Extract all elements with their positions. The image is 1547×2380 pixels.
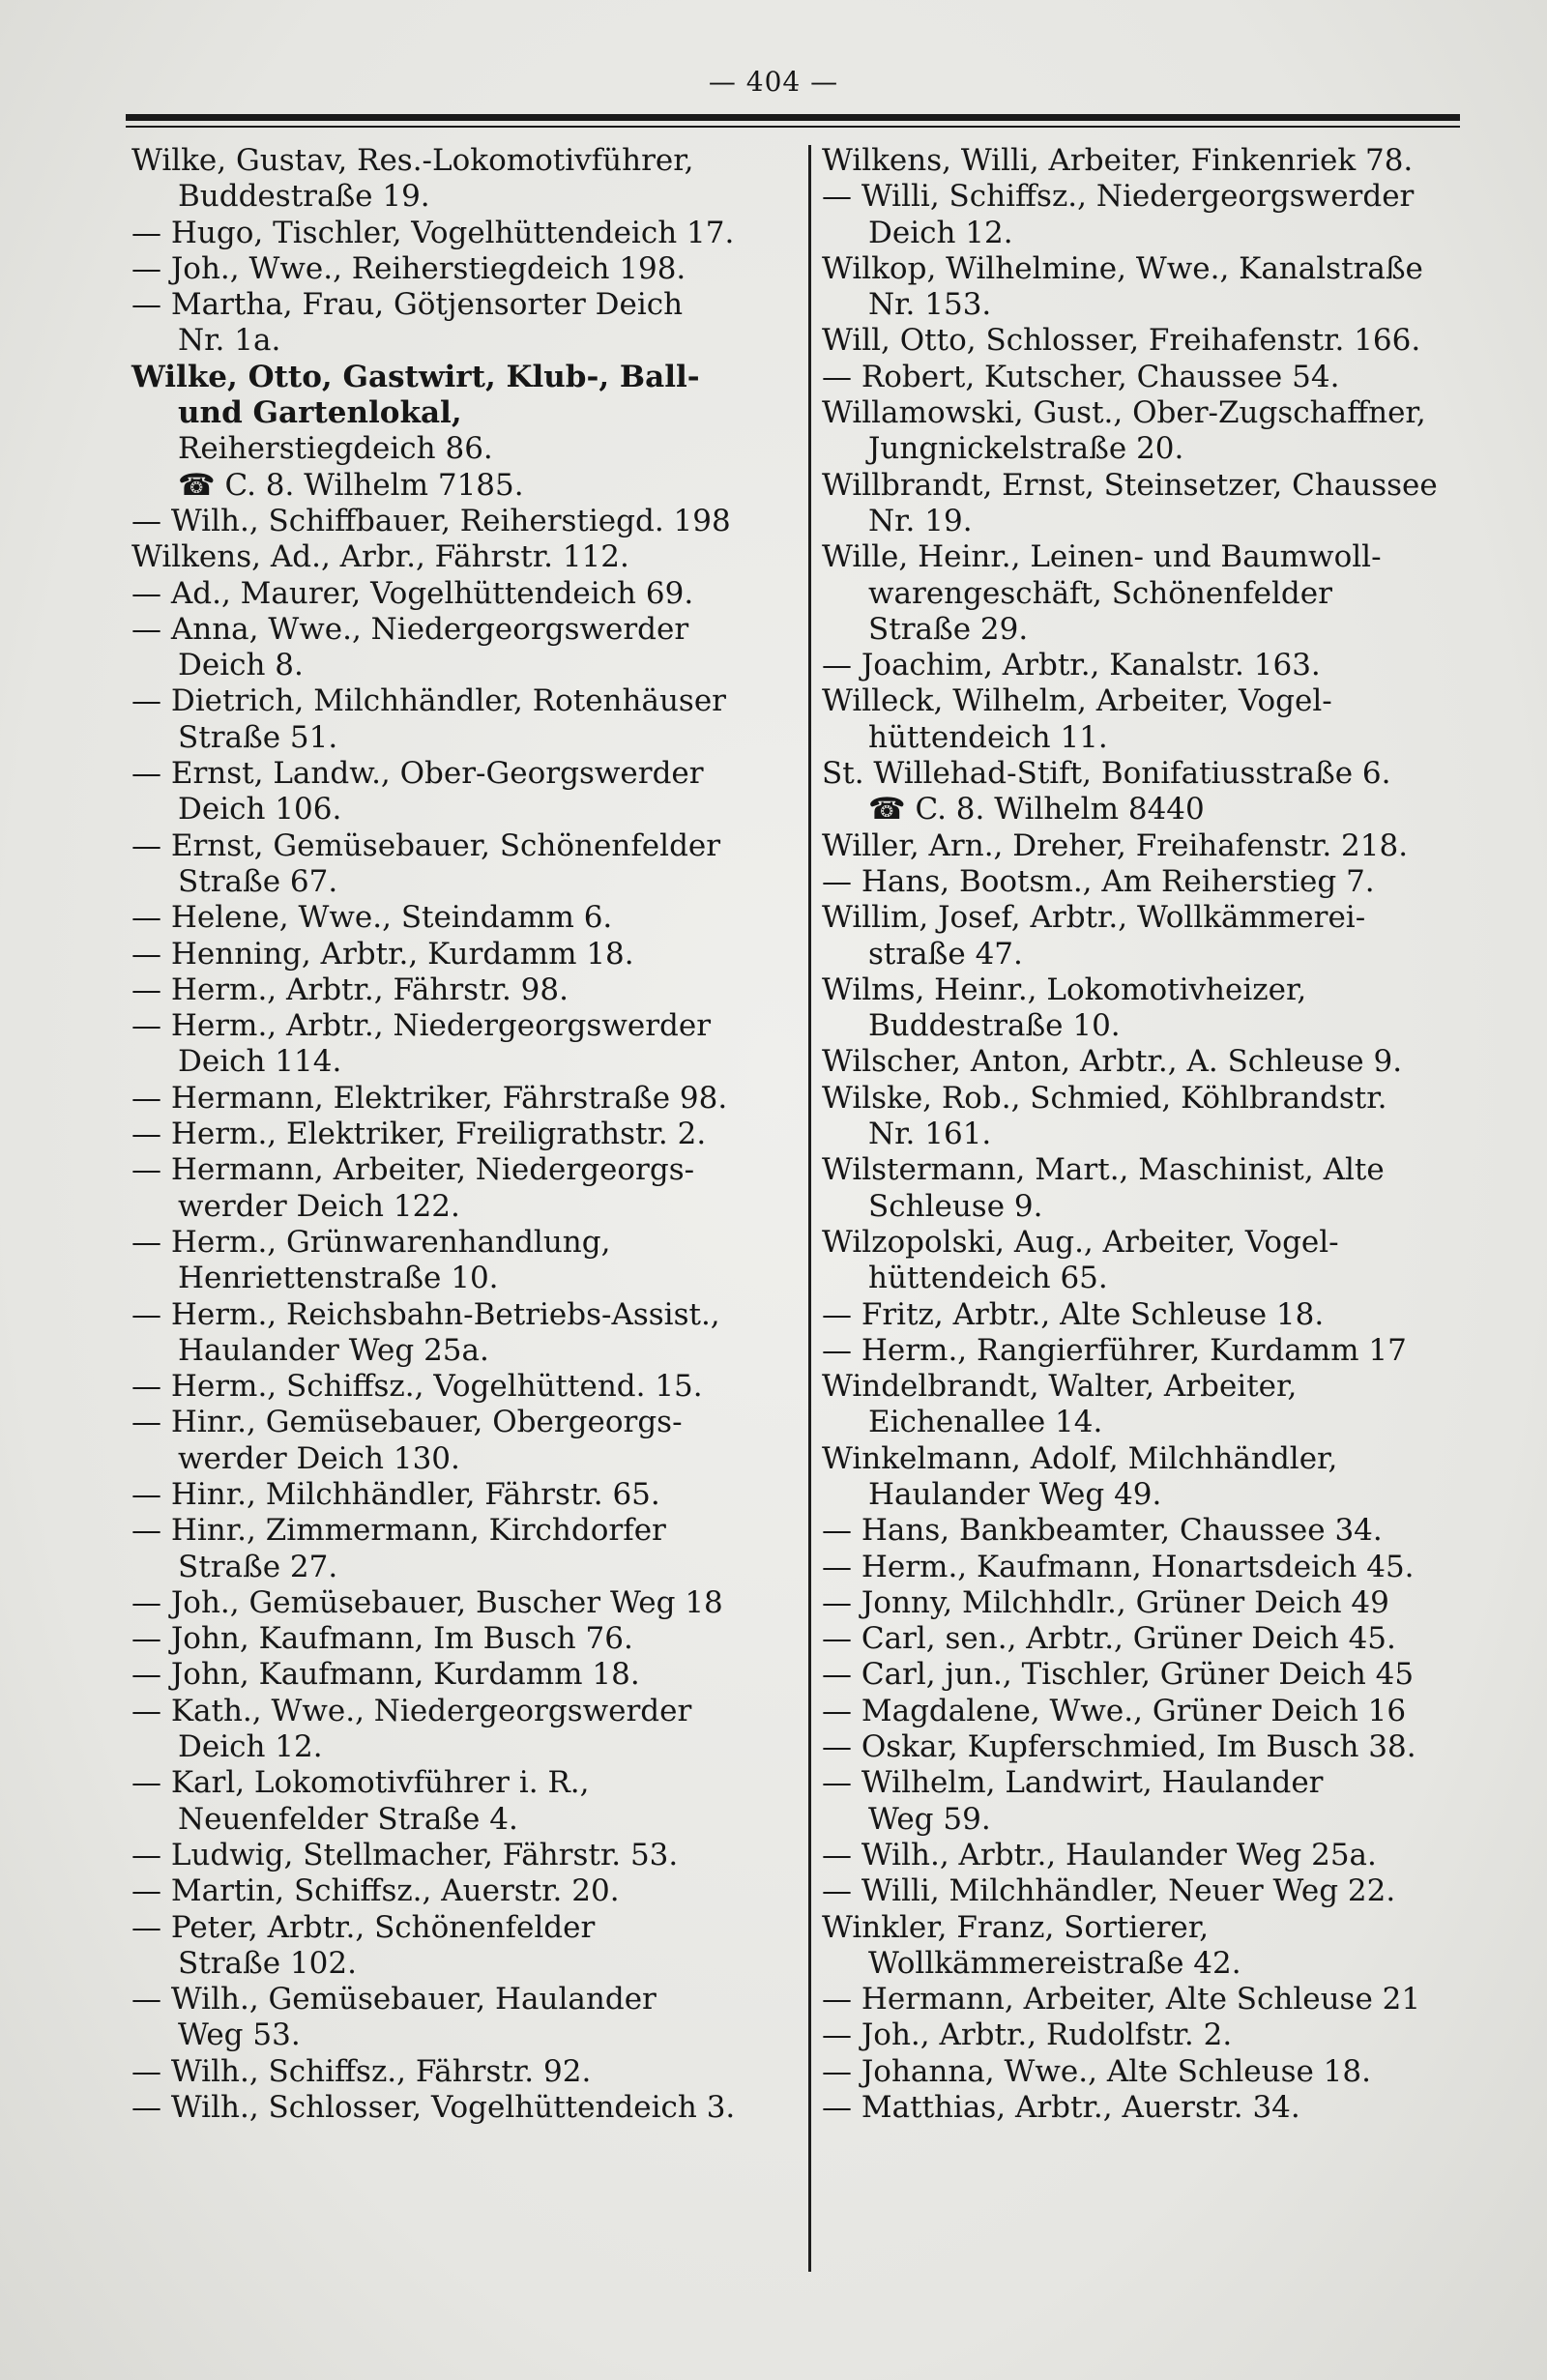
directory-entry-line: Schleuse 9. — [868, 1188, 1043, 1224]
header-rule-thin — [126, 126, 1460, 128]
directory-entry-line: — Fritz, Arbtr., Alte Schleuse 18. — [822, 1296, 1325, 1332]
directory-entry-line: — Helene, Wwe., Steindamm 6. — [131, 900, 613, 936]
directory-entry-line: — John, Kaufmann, Im Busch 76. — [131, 1621, 633, 1657]
directory-entry-line: Deich 8. — [178, 648, 304, 683]
directory-entry-line: — Joh., Arbtr., Rudolfstr. 2. — [822, 2017, 1233, 2053]
directory-entry-line: Wille, Heinr., Leinen- und Baumwoll- — [822, 539, 1382, 575]
directory-entry-line: — Ludwig, Stellmacher, Fährstr. 53. — [131, 1837, 679, 1872]
directory-entry-line: — John, Kaufmann, Kurdamm 18. — [131, 1657, 640, 1693]
directory-entry-line: Straße 29. — [868, 611, 1029, 647]
directory-entry-line: Straße 67. — [178, 863, 338, 899]
directory-entry-line: Windelbrandt, Walter, Arbeiter, — [822, 1369, 1298, 1405]
directory-entry-line: St. Willehad-Stift, Bonifatiusstraße 6. — [822, 756, 1391, 792]
left-column — [131, 143, 799, 2126]
directory-entry-line: Haulander Weg 49. — [868, 1476, 1162, 1512]
directory-entry-line: — Ernst, Gemüsebauer, Schönenfelder — [131, 827, 721, 863]
directory-entry-line: — Oskar, Kupferschmied, Im Busch 38. — [822, 1729, 1416, 1765]
directory-entry-line: hüttendeich 11. — [868, 719, 1108, 755]
directory-entry-line: — Henning, Arbtr., Kurdamm 18. — [131, 936, 634, 972]
directory-entry-line: Jungnickelstraße 20. — [868, 431, 1184, 467]
directory-entry-line: — Anna, Wwe., Niedergeorgswerder — [131, 611, 689, 647]
directory-entry-line: Nr. 1a. — [178, 323, 281, 359]
directory-entry-line: Wilke, Otto, Gastwirt, Klub-, Ball- — [131, 359, 700, 394]
directory-entry-line: Willim, Josef, Arbtr., Wollkämmerei- — [822, 900, 1366, 936]
directory-entry-line: — Herm., Elektriker, Freiligrathstr. 2. — [131, 1117, 707, 1152]
directory-entry-line: Buddestraße 19. — [178, 179, 430, 215]
directory-entry-line: Deich 106. — [178, 792, 342, 827]
directory-entry-line: — Jonny, Milchhdlr., Grüner Deich 49 — [822, 1584, 1389, 1620]
directory-entry-line: Deich 12. — [868, 215, 1013, 250]
directory-entry-line: werder Deich 130. — [178, 1440, 460, 1476]
directory-entry-line: — Wilh., Arbtr., Haulander Weg 25a. — [822, 1837, 1377, 1872]
directory-entry-line: — Hans, Bankbeamter, Chaussee 34. — [822, 1513, 1383, 1549]
directory-entry-line: Wilke, Gustav, Res.-Lokomotivführer, — [131, 143, 694, 178]
directory-entry-line: — Martha, Frau, Götjensorter Deich — [131, 287, 684, 323]
directory-entry-line: — Martin, Schiffsz., Auerstr. 20. — [131, 1873, 620, 1909]
directory-entry-line: warengeschäft, Schönenfelder — [868, 575, 1332, 611]
directory-entry-line: — Herm., Kaufmann, Honartsdeich 45. — [822, 1549, 1415, 1584]
column-divider — [808, 145, 811, 2272]
directory-entry-line: — Robert, Kutscher, Chaussee 54. — [822, 359, 1340, 394]
directory-entry-line: Will, Otto, Schlosser, Freihafenstr. 166. — [822, 323, 1421, 359]
directory-entry-line: Winkelmann, Adolf, Milchhändler, — [822, 1440, 1338, 1476]
directory-entry-line: — Hinr., Gemüsebauer, Obergeorgs- — [131, 1405, 683, 1440]
directory-entry-line: Henriettenstraße 10. — [178, 1261, 499, 1296]
directory-entry-line: — Herm., Arbtr., Fährstr. 98. — [131, 972, 569, 1007]
directory-entry-line: Deich 114. — [178, 1044, 342, 1080]
directory-entry-line: Reiherstiegdeich 86. — [178, 431, 493, 467]
directory-entry-line: — Matthias, Arbtr., Auerstr. 34. — [822, 2090, 1300, 2126]
directory-entry-line: Weg 59. — [868, 1801, 991, 1837]
directory-entry-line: — Hinr., Zimmermann, Kirchdorfer — [131, 1513, 666, 1549]
directory-entry-line: — Hermann, Elektriker, Fährstraße 98. — [131, 1080, 728, 1116]
directory-entry-line: — Joh., Wwe., Reiherstiegdeich 198. — [131, 250, 686, 286]
directory-entry-line: — Wilhelm, Landwirt, Haulander — [822, 1765, 1324, 1801]
directory-entry-line: — Magdalene, Wwe., Grüner Deich 16 — [822, 1693, 1407, 1728]
directory-entry-line: und Gartenlokal, — [178, 395, 462, 431]
directory-entry-line: — Wilh., Schlosser, Vogelhüttendeich 3. — [131, 2090, 736, 2126]
directory-entry-line: Haulander Weg 25a. — [178, 1332, 489, 1368]
directory-entry-line: Nr. 153. — [868, 287, 992, 323]
directory-entry-line: ☎ C. 8. Wilhelm 7185. — [178, 467, 524, 503]
directory-entry-line: Winkler, Franz, Sortierer, — [822, 1909, 1210, 1945]
directory-entry-line: — Hugo, Tischler, Vogelhüttendeich 17. — [131, 215, 735, 250]
directory-entry-line: Willer, Arn., Dreher, Freihafenstr. 218. — [822, 827, 1409, 863]
directory-entry-line: — Joh., Gemüsebauer, Buscher Weg 18 — [131, 1584, 723, 1620]
directory-entry-line: — Herm., Grünwarenhandlung, — [131, 1224, 611, 1260]
directory-entry-line: — Kath., Wwe., Niedergeorgswerder — [131, 1693, 692, 1728]
directory-entry-line: Neuenfelder Straße 4. — [178, 1801, 518, 1837]
directory-entry-line: — Wilh., Schiffsz., Fährstr. 92. — [131, 2053, 592, 2089]
directory-entry-line: — Herm., Reichsbahn-Betriebs-Assist., — [131, 1296, 720, 1332]
header-rule-thick — [126, 114, 1460, 121]
directory-entry-line: Wilkens, Willi, Arbeiter, Finkenriek 78. — [822, 143, 1414, 178]
page-number: — 404 — — [708, 66, 839, 98]
directory-entry-line: — Hermann, Arbeiter, Alte Schleuse 21 — [822, 1982, 1421, 2017]
directory-entry-line: — Ad., Maurer, Vogelhüttendeich 69. — [131, 575, 694, 611]
directory-entry-line: Buddestraße 10. — [868, 1008, 1121, 1044]
directory-entry-line: werder Deich 122. — [178, 1188, 460, 1224]
directory-entry-line: hüttendeich 65. — [868, 1261, 1108, 1296]
directory-entry-line: — Herm., Schiffsz., Vogelhüttend. 15. — [131, 1369, 703, 1405]
directory-entry-line: Willamowski, Gust., Ober-Zugschaffner, — [822, 395, 1426, 431]
directory-entry-line: Wilscher, Anton, Arbtr., A. Schleuse 9. — [822, 1044, 1403, 1080]
directory-entry-line: Willbrandt, Ernst, Steinsetzer, Chaussee — [822, 467, 1438, 503]
directory-entry-line: — Dietrich, Milchhändler, Rotenhäuser — [131, 683, 726, 719]
directory-entry-line: Wilms, Heinr., Lokomotivheizer, — [822, 972, 1307, 1007]
directory-entry-line: — Carl, sen., Arbtr., Grüner Deich 45. — [822, 1621, 1396, 1657]
directory-entry-line: — Willi, Milchhändler, Neuer Weg 22. — [822, 1873, 1396, 1909]
directory-entry-line: — Hans, Bootsm., Am Reiherstieg 7. — [822, 863, 1375, 899]
directory-entry-line: Wilkop, Wilhelmine, Wwe., Kanalstraße — [822, 250, 1423, 286]
directory-entry-line: straße 47. — [868, 936, 1023, 972]
directory-entry-line: Straße 27. — [178, 1549, 338, 1584]
directory-entry-line: — Hinr., Milchhändler, Fährstr. 65. — [131, 1476, 660, 1512]
directory-entry-line: — Wilh., Gemüsebauer, Haulander — [131, 1982, 657, 2017]
directory-entry-line: — Peter, Arbtr., Schönenfelder — [131, 1909, 596, 1945]
directory-entry-line: — Karl, Lokomotivführer i. R., — [131, 1765, 590, 1801]
directory-entry-line: — Johanna, Wwe., Alte Schleuse 18. — [822, 2053, 1371, 2089]
directory-entry-line: — Herm., Rangierführer, Kurdamm 17 — [822, 1332, 1407, 1368]
directory-entry-line: — Joachim, Arbtr., Kanalstr. 163. — [822, 648, 1321, 683]
directory-entry-line: Willeck, Wilhelm, Arbeiter, Vogel- — [822, 683, 1332, 719]
directory-entry-line: Straße 102. — [178, 1945, 357, 1981]
directory-entry-line: Nr. 19. — [868, 503, 973, 538]
directory-entry-line: Wollkämmereistraße 42. — [868, 1945, 1241, 1981]
directory-entry-line: ☎ C. 8. Wilhelm 8440 — [868, 792, 1205, 827]
directory-entry-line: — Wilh., Schiffbauer, Reiherstiegd. 198 — [131, 503, 731, 538]
directory-entry-line: Nr. 161. — [868, 1117, 992, 1152]
directory-entry-line: Straße 51. — [178, 719, 338, 755]
directory-entry-line: — Ernst, Landw., Ober-Georgswerder — [131, 756, 704, 792]
directory-entry-line: — Hermann, Arbeiter, Niedergeorgs- — [131, 1152, 695, 1188]
directory-entry-line: Wilstermann, Mart., Maschinist, Alte — [822, 1152, 1385, 1188]
directory-entry-line: — Willi, Schiffsz., Niedergeorgswerder — [822, 179, 1415, 215]
directory-entry-line: Deich 12. — [178, 1729, 323, 1765]
directory-entry-line: Wilske, Rob., Schmied, Köhlbrandstr. — [822, 1080, 1387, 1116]
directory-entry-line: — Herm., Arbtr., Niedergeorgswerder — [131, 1008, 712, 1044]
directory-entry-line: Wilkens, Ad., Arbr., Fährstr. 112. — [131, 539, 629, 575]
directory-entry-line: Weg 53. — [178, 2017, 301, 2053]
right-column — [822, 143, 1470, 2126]
directory-entry-line: Eichenallee 14. — [868, 1405, 1103, 1440]
directory-entry-line: Wilzopolski, Aug., Arbeiter, Vogel- — [822, 1224, 1339, 1260]
directory-entry-line: — Carl, jun., Tischler, Grüner Deich 45 — [822, 1657, 1415, 1693]
